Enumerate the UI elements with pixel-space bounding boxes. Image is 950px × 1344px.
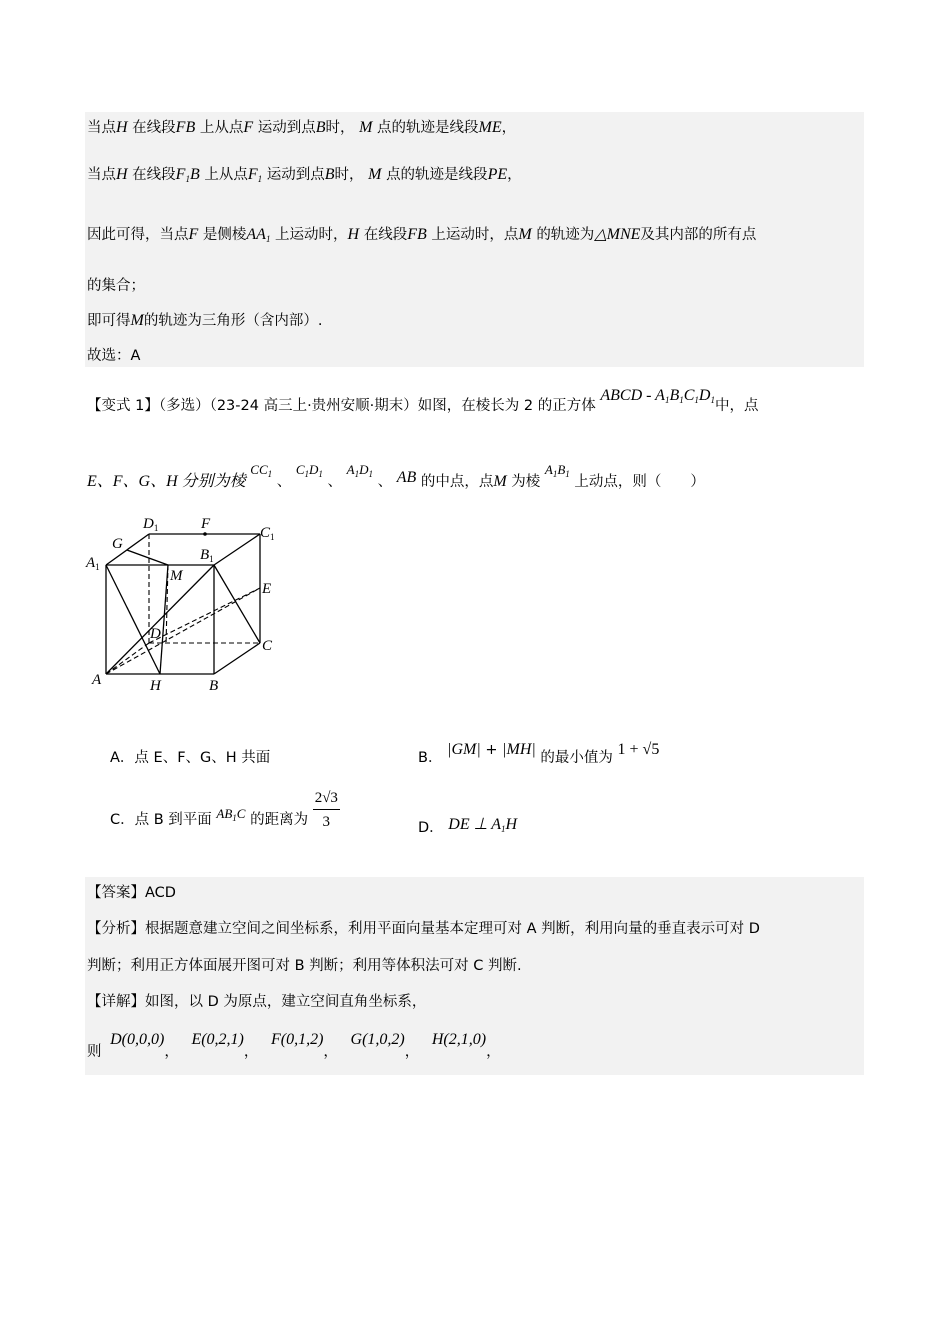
answer-line: 【答案】ACD	[87, 885, 176, 901]
option-c[interactable]: C．点 B 到平面 $AB_1C$ 的距离为 $\frac{2√3}{3}$	[110, 790, 338, 830]
option-a[interactable]: A．点 E、F、G、H 共面	[110, 750, 271, 766]
label-c1: $C_1$	[260, 525, 275, 542]
analysis-line-1: 【分析】根据题意建立空间之间坐标系，利用平面向量基本定理可对 A 判断，利用向量的垂直表示可对 D	[87, 921, 760, 937]
label-e: E	[262, 581, 272, 597]
label-c: C	[262, 638, 273, 654]
solution-line-5: 即可得M的轨迹为三角形（含内部）.	[87, 312, 323, 329]
seg-m-h	[160, 565, 168, 674]
label-m: M	[170, 568, 183, 584]
seg-b1-c	[214, 565, 260, 643]
label-g: G	[112, 536, 123, 552]
option-d[interactable]: D． DE ⊥ $A_1H$	[418, 816, 518, 836]
solution-line-4: 的集合；	[87, 278, 145, 294]
label-a: A	[92, 672, 102, 688]
label-a1: $A_1$	[86, 555, 100, 572]
seg-a-b1	[106, 565, 214, 674]
cube-figure	[80, 510, 300, 695]
solution-line-3: 因此可得，当点F 是侧棱$AA_1$ 上运动时，H 在线段FB 上运动时，点M 的轨迹为△MNE及其内部的所有点	[87, 226, 757, 244]
problem-line-1: 【变式 1】（多选）（23-24 高三上·贵州安顺·期末）如图，在棱长为 2 的正方体 ABCD - $A_1B_1C_1D_1$中，点	[87, 387, 759, 414]
problem-line-2: E、F、G、H 分别为棱 $CC_1$ 、 $C_1D_1$ 、 $A_1D_1$ 、 AB 的中点，点M 为棱 $A_1B_1$ 上动点，则（ ）	[87, 462, 705, 490]
solution-line-6: 故选：A	[87, 348, 141, 364]
label-b1: $B_1$	[200, 547, 214, 564]
edge-a-d-hidden	[106, 643, 149, 674]
analysis-line-2: 判断；利用正方体面展开图可对 B 判断；利用等体积法可对 C 判断.	[87, 958, 522, 974]
coords-line: 则 D(0,0,0)， E(0,2,1)， F(0,1,2)， G(1,0,2)， H(2,1,0)，	[87, 1031, 501, 1060]
seg-g-m	[127, 550, 168, 565]
edge-c-b	[214, 643, 260, 674]
label-d: D	[150, 626, 161, 642]
option-b[interactable]: B． |GM| + |MH| 的最小值为 1 + √5	[418, 741, 660, 766]
label-d1: $D_1$	[143, 516, 159, 533]
label-h: H	[150, 678, 161, 694]
solution-line-2: 当点H 在线段$F_1B$ 上从点$F_1$ 运动到点B时， M 点的轨迹是线段PE，	[87, 166, 522, 184]
label-b: B	[209, 678, 219, 694]
solution-line-1: 当点H 在线段FB 上从点F 运动到点B时， M 点的轨迹是线段ME，	[87, 119, 517, 136]
seg-a1-h	[106, 565, 160, 674]
point-f	[203, 532, 207, 536]
label-f: F	[201, 516, 211, 532]
detail-line: 【详解】如图，以 D 为原点，建立空间直角坐标系，	[87, 994, 427, 1010]
distance-fraction: $\frac{2√3}{3}$	[314, 790, 338, 830]
edge-c1-b1	[214, 534, 260, 565]
seg-a-e-hidden	[106, 588, 260, 674]
